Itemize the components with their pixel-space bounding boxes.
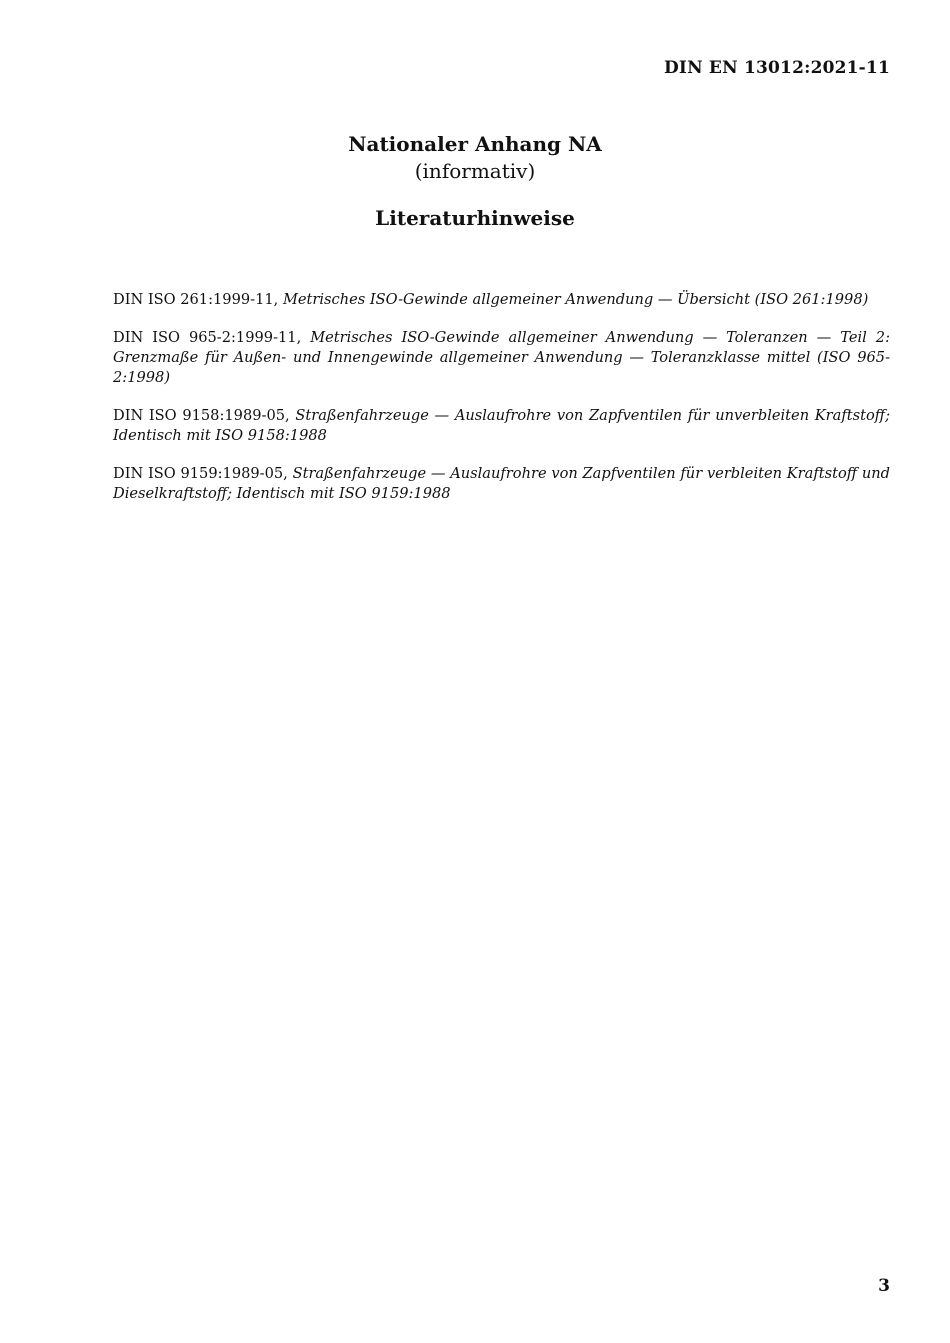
annex-title: Nationaler Anhang NA: [348, 132, 602, 156]
reference-code: DIN ISO 965-2:1999-11,: [113, 329, 302, 346]
annex-heading: [0, 130, 950, 184]
reference-title: Straßenfahrzeuge — Auslaufrohre von Zapfventilen für verbleiten Kraftstoff und Dieselkraftstoff; Identisch mit ISO 9159:1988: [113, 465, 891, 502]
reference-item: [113, 406, 890, 446]
reference-title: Metrisches ISO-Gewinde allgemeiner Anwendung — Übersicht (ISO 261:1998): [282, 291, 869, 308]
reference-code: DIN ISO 9158:1989-05,: [113, 407, 290, 424]
reference-title: Metrisches ISO-Gewinde allgemeiner Anwendung — Toleranzen — Teil 2: Grenzmaße für Außen- und Innengewinde allgemeiner Anwendung — Toleranzklasse mittel (ISO 965-2:1998): [113, 329, 891, 386]
page-number: 3: [878, 1276, 890, 1296]
reference-item: [113, 464, 890, 504]
reference-item: [113, 290, 890, 310]
document-id: DIN EN 13012:2021-11: [663, 58, 890, 78]
reference-title: Straßenfahrzeuge — Auslaufrohre von Zapfventilen für unverbleiten Kraftstoff; Identisch mit ISO 9158:1988: [113, 407, 891, 444]
annex-subtitle: (informativ): [414, 159, 536, 183]
reference-item: [113, 328, 890, 388]
reference-code: DIN ISO 261:1999-11,: [113, 291, 279, 308]
reference-code: DIN ISO 9159:1989-05,: [113, 465, 288, 482]
section-title: Literaturhinweise: [375, 206, 575, 230]
reference-list: [113, 290, 890, 522]
